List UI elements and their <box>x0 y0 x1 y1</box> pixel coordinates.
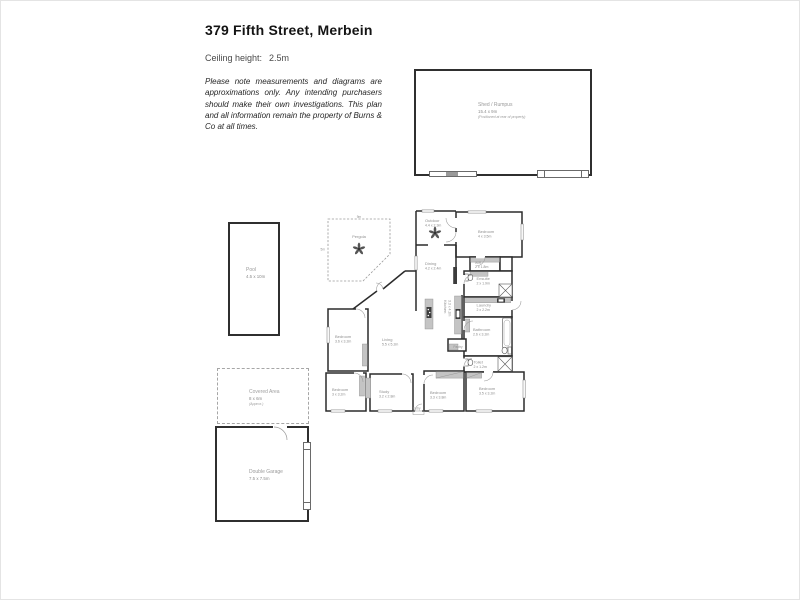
shed-outline <box>414 69 592 176</box>
robe-shelf <box>467 373 482 379</box>
kitchen-bench <box>455 296 462 334</box>
pergola-name: Pergola <box>352 234 366 239</box>
pergola-depth-label: 5m <box>320 247 325 252</box>
tv-unit <box>453 267 457 284</box>
robe-shelf <box>359 376 364 396</box>
garage-outline <box>215 426 309 522</box>
room-bedroom-bl-label: Bedroom <box>332 387 349 392</box>
room-outdoor-dims: 4.4 x 2.3m <box>425 223 442 228</box>
room-bedroom-bl-dims: 3 x 3.2m <box>332 392 346 397</box>
window-pane <box>446 172 458 176</box>
room-wir-dims: 2 x 1.8m <box>475 265 489 269</box>
shed-label <box>478 102 525 119</box>
ceiling-fan-icon <box>353 243 366 255</box>
room-bedroom-tr-label: Bedroom <box>478 229 495 234</box>
linen-niche <box>500 257 512 271</box>
room-living-label: Living <box>382 337 393 342</box>
room-dining-label: Dining <box>425 261 437 266</box>
sliding-door-marker <box>538 170 588 178</box>
kitchen-island <box>425 299 433 329</box>
covered-area-name: Covered Area <box>249 389 280 395</box>
disclaimer-text: Please note measurements and diagrams are approximations only. Any intending purchasers should make their own investigations. This plan and all information remain the property of Burns & Co at all times. <box>205 77 382 132</box>
shed-note: (Positioned at rear of property) <box>478 114 526 119</box>
room-dining-dims: 4.2 x 2.4m <box>425 266 442 271</box>
garage-dims: 7.5 x 7.5m <box>249 475 270 481</box>
room-wir-label: WIR <box>475 261 482 265</box>
room-toilet-dims: 2 x 1.2m <box>473 365 487 369</box>
door-post <box>303 442 311 450</box>
covered-area-label <box>249 389 280 406</box>
garage-label <box>249 469 283 482</box>
pool-outline <box>228 222 280 336</box>
room-laundry-label: Laundry <box>476 302 491 308</box>
room-pantry-label: Pantry <box>453 345 463 349</box>
room-study-label: Study <box>379 389 390 394</box>
pool-label <box>246 267 265 280</box>
ceiling-height-label: Ceiling height: <box>205 53 263 63</box>
vanity <box>465 319 470 332</box>
ceiling-height <box>205 53 289 63</box>
room-bedroom-bm-dims: 3.3 x 3.8m <box>430 395 447 400</box>
room-bathroom-dims: 2.6 x 3.2m <box>473 332 490 337</box>
room-toilet-label: Toilet <box>473 359 483 365</box>
room-entry-label: Entry <box>413 406 421 411</box>
pool-dims: 4.5 x 10m <box>246 273 266 279</box>
house-floorplan <box>318 204 528 416</box>
window-marker <box>429 171 477 177</box>
robe-shelf <box>362 344 367 366</box>
shed-name: Shed / Rumpus <box>478 102 513 108</box>
shed-dims: 15.4 x 9m <box>478 108 498 114</box>
room-kitchen-dims: 3.3 x 4.2m <box>447 300 452 317</box>
covered-area-dims: 8 x 6m <box>249 395 263 401</box>
room-kitchen-label: Kitchen <box>443 300 448 314</box>
robe-shelf <box>436 372 463 379</box>
room-outdoor-label: Outdoor <box>425 218 440 223</box>
shower-icon <box>499 284 512 297</box>
room-ensuite-label: Ensuite <box>476 276 490 281</box>
page-title: 379 Fifth Street, Merbein <box>205 22 373 38</box>
room-bedroom-br-dims: 3.5 x 3.2m <box>479 391 496 396</box>
room-living-dims: 5.5 x 5.2m <box>382 342 399 347</box>
room-study <box>370 374 413 411</box>
room-ensuite-dims: 2 x 1.9m <box>476 281 490 286</box>
robe-shelf <box>366 378 371 398</box>
toilet-icon <box>502 347 511 354</box>
room-bedroom-ml-label: Bedroom <box>335 334 352 339</box>
ceiling-fan-icon <box>429 227 442 239</box>
room-bedroom-br-label: Bedroom <box>479 386 496 391</box>
bath-icon <box>503 318 512 348</box>
door-arc-icon <box>273 426 289 442</box>
room-bedroom-ml-dims: 3.6 x 3.2m <box>335 339 352 344</box>
toilet-icon <box>465 359 473 366</box>
ceiling-height-value: 2.5m <box>269 53 290 63</box>
covered-area-outline <box>217 368 309 424</box>
room-bedroom-bm-label: Bedroom <box>430 390 447 395</box>
door-post <box>303 502 311 510</box>
covered-area-note: (Approx.) <box>249 401 264 406</box>
shower-icon <box>498 357 512 372</box>
door-post <box>581 170 589 178</box>
room-bathroom-label: Bathroom <box>473 327 491 332</box>
room-bedroom-tr-dims: 4 x 3.5m <box>478 234 492 239</box>
garage-name: Double Garage <box>249 469 283 475</box>
side-door-marker <box>303 443 311 509</box>
room-laundry-dims: 2 x 2.2m <box>476 308 490 312</box>
room-study-dims: 3.2 x 2.8m <box>379 394 396 399</box>
pool-name: Pool <box>246 267 257 273</box>
door-post <box>537 170 545 178</box>
pergola-width-label: 9m <box>356 214 362 219</box>
